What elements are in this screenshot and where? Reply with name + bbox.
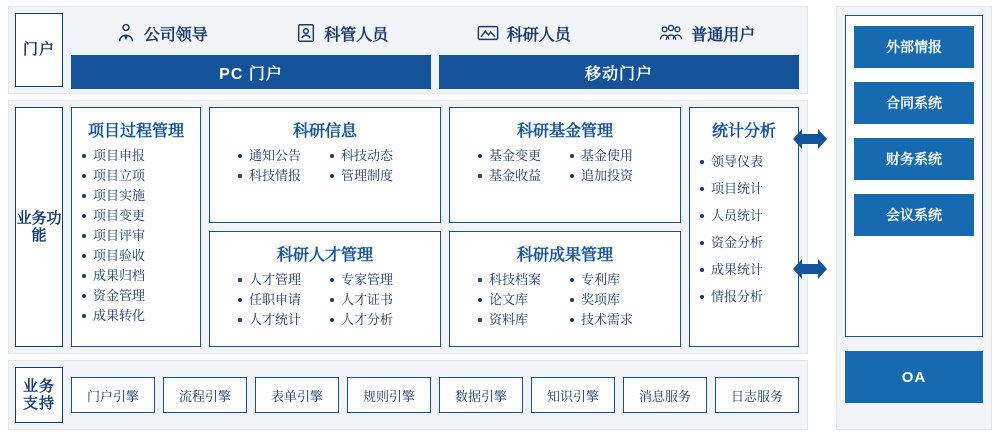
list-item[interactable]: 资料库 <box>476 313 562 326</box>
card-item-list <box>698 155 790 310</box>
list-item[interactable]: 成果转化 <box>80 309 192 322</box>
list-item[interactable]: 任职申请 <box>236 293 322 306</box>
role-item-normal-user[interactable] <box>658 22 755 45</box>
list-item[interactable]: 项目验收 <box>80 249 192 262</box>
card-title: 项目过程管理 <box>87 123 184 140</box>
list-item[interactable]: 项目立项 <box>80 169 192 182</box>
card-title: 科研人才管理 <box>276 247 373 264</box>
card-title: 科研基金管理 <box>516 123 613 140</box>
card-item-list <box>476 273 562 333</box>
card-statistics-analysis <box>689 107 799 347</box>
list-item[interactable]: 人才分析 <box>328 313 414 326</box>
list-item[interactable]: 资金分析 <box>698 236 790 249</box>
external-system-contract[interactable]: 合同系统 <box>854 82 974 124</box>
list-item[interactable]: 资金管理 <box>80 289 192 302</box>
list-item[interactable]: 项目统计 <box>698 182 790 195</box>
support-band <box>8 360 808 430</box>
engine-item-knowledge[interactable]: 知识引擎 <box>531 377 615 413</box>
list-item[interactable]: 科技动态 <box>328 149 414 162</box>
card-title: 统计分析 <box>711 123 776 140</box>
list-item[interactable]: 专利库 <box>568 273 654 286</box>
card-item-list <box>80 149 192 329</box>
left-column <box>8 6 808 430</box>
role-label: 公司领导 <box>143 26 208 44</box>
list-item[interactable]: 项目变更 <box>80 209 192 222</box>
list-item[interactable]: 科技档案 <box>476 273 562 286</box>
card-research-information[interactable] <box>209 107 441 223</box>
function-card-columns <box>71 107 799 347</box>
mobile-portal-button[interactable]: 移动门户 <box>439 55 799 89</box>
card-title: 科研信息 <box>292 123 357 140</box>
portal-buttons <box>71 55 799 89</box>
role-item-researcher[interactable] <box>476 22 571 45</box>
engine-list <box>71 367 799 423</box>
list-item[interactable]: 基金收益 <box>476 169 562 182</box>
list-item[interactable]: 专家管理 <box>328 273 414 286</box>
functions-band-body <box>69 101 807 353</box>
external-system-meeting[interactable]: 会议系统 <box>854 194 974 236</box>
portal-band-label: 门户 <box>15 13 63 87</box>
role-item-company-leader[interactable] <box>115 22 208 45</box>
list-item[interactable]: 科技情报 <box>236 169 322 182</box>
card-column-research-info <box>209 107 441 347</box>
list-item[interactable]: 人才统计 <box>236 313 322 326</box>
list-item[interactable]: 人才管理 <box>236 273 322 286</box>
portal-band <box>8 6 808 94</box>
role-list <box>71 13 799 53</box>
card-item-columns <box>458 149 672 189</box>
external-system-intel[interactable]: 外部情报 <box>854 26 974 68</box>
engine-item-message[interactable]: 消息服务 <box>623 377 707 413</box>
card-item-list <box>236 149 322 189</box>
card-research-talent-management[interactable] <box>209 231 441 347</box>
card-item-list <box>476 149 562 189</box>
role-item-research-admin[interactable] <box>295 22 388 45</box>
card-item-list <box>568 149 654 189</box>
microscope-icon <box>476 22 500 44</box>
card-research-achievement-management[interactable] <box>449 231 681 347</box>
pc-portal-button[interactable]: PC 门户 <box>71 55 431 89</box>
engine-item-process[interactable]: 流程引擎 <box>163 377 247 413</box>
list-item[interactable]: 项目实施 <box>80 189 192 202</box>
card-item-columns <box>218 149 432 189</box>
list-item[interactable]: 追加投资 <box>568 169 654 182</box>
list-item[interactable]: 项目申报 <box>80 149 192 162</box>
list-item[interactable]: 领导仪表 <box>698 155 790 168</box>
support-band-label: 业务支持 <box>15 367 63 423</box>
user-tie-icon <box>115 22 137 44</box>
card-item-list <box>236 273 322 333</box>
list-item[interactable]: 基金使用 <box>568 149 654 162</box>
card-box[interactable] <box>689 107 799 347</box>
role-label: 普通用户 <box>691 26 756 44</box>
list-item[interactable]: 技术需求 <box>568 313 654 326</box>
card-research-fund-management[interactable] <box>449 107 681 223</box>
card-item-list <box>328 149 414 189</box>
card-item-list <box>568 273 654 333</box>
role-label: 科管人员 <box>324 26 389 44</box>
id-badge-icon <box>295 22 317 44</box>
list-item[interactable]: 管理制度 <box>328 169 414 182</box>
card-title: 科研成果管理 <box>516 247 613 264</box>
functions-band <box>8 100 808 354</box>
sync-arrow-bottom-icon <box>792 258 828 280</box>
role-label: 科研人员 <box>506 26 571 44</box>
engine-item-rule[interactable]: 规则引擎 <box>347 377 431 413</box>
engine-item-data[interactable]: 数据引擎 <box>439 377 523 413</box>
list-item[interactable]: 成果统计 <box>698 263 790 276</box>
card-item-columns <box>458 273 672 333</box>
card-item-columns <box>218 273 432 333</box>
list-item[interactable]: 奖项库 <box>568 293 654 306</box>
list-item[interactable]: 通知公告 <box>236 149 322 162</box>
support-band-body <box>69 361 807 429</box>
external-system-finance[interactable]: 财务系统 <box>854 138 974 180</box>
external-systems-panel <box>836 6 992 430</box>
sync-arrow-top-icon <box>792 128 828 150</box>
external-systems-list <box>845 15 983 337</box>
list-item[interactable]: 项目评审 <box>80 229 192 242</box>
engine-item-portal[interactable]: 门户引擎 <box>71 377 155 413</box>
card-item-list <box>328 273 414 333</box>
card-column-fund-achievement <box>449 107 681 347</box>
list-item[interactable]: 成果归档 <box>80 269 192 282</box>
users-group-icon <box>658 22 684 44</box>
list-item[interactable]: 基金变更 <box>476 149 562 162</box>
engine-item-form[interactable]: 表单引擎 <box>255 377 339 413</box>
card-project-process-management <box>71 107 201 347</box>
portal-band-body <box>69 7 807 93</box>
card-box[interactable] <box>71 107 201 347</box>
engine-item-log[interactable]: 日志服务 <box>715 377 799 413</box>
list-item[interactable]: 人员统计 <box>698 209 790 222</box>
functions-band-label: 业务功能 <box>15 107 63 347</box>
list-item[interactable]: 人才证书 <box>328 293 414 306</box>
external-system-oa[interactable]: OA <box>845 351 983 403</box>
list-item[interactable]: 情报分析 <box>698 290 790 303</box>
list-item[interactable]: 论文库 <box>476 293 562 306</box>
